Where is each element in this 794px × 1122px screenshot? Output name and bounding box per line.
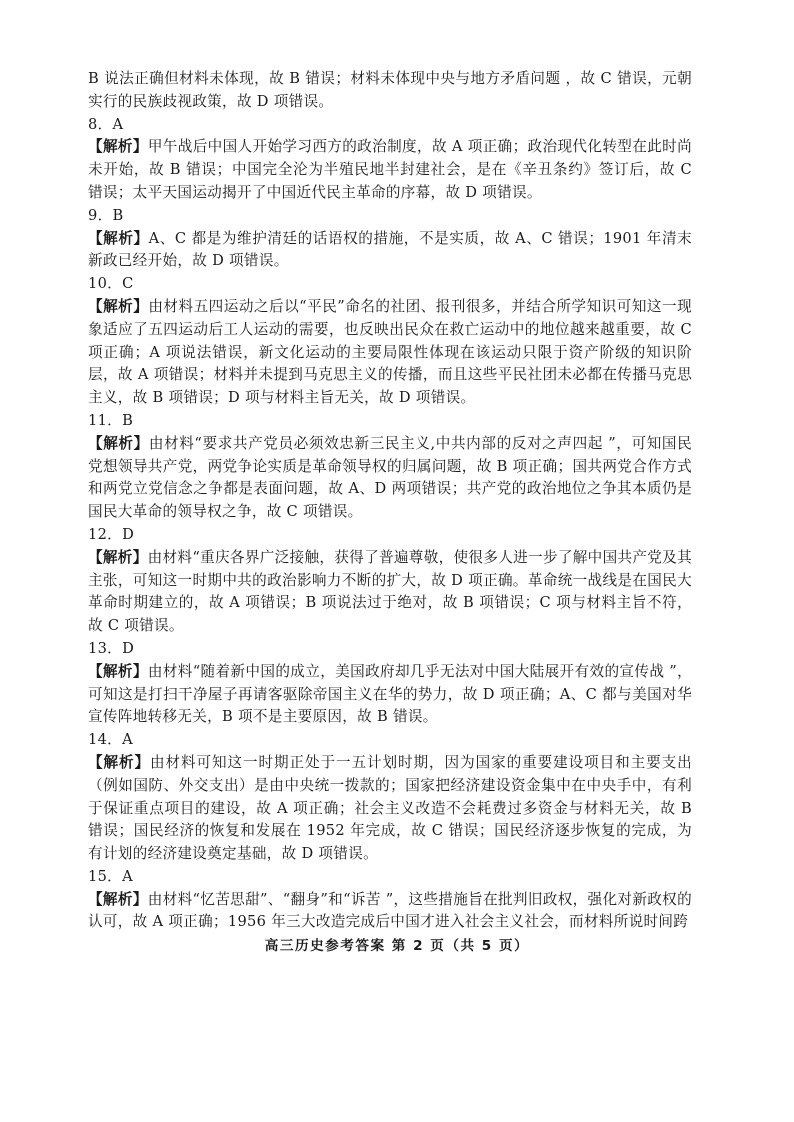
explanation-text: 由材料可知这一时期正处于一五计划时期，因为国家的重要建设项目和主要支出（例如国防、外交支出）是由中央统一拨款的；国家把经济建设资金集中在中央手中，有利于保证重点项目的建设，故 A 项正确；社会主义改造不会耗费过多资金与材料无关，故 B 错误；国民经济的恢复和发展在 1952 年完成，故 C 错误；国民经济逐步恢复的完成，为有计划的经济建设奠定基础，故 D 项错误。 [88, 753, 692, 863]
explanation-paragraph [88, 296, 692, 410]
question-number: 11． [88, 411, 123, 429]
question-number: 12． [88, 525, 123, 543]
question-number: 13． [88, 639, 123, 657]
answer-item-8 [88, 114, 692, 205]
answer-item-10 [88, 273, 692, 410]
analysis-tag: 【解析】 [88, 138, 148, 156]
answer-content [88, 68, 692, 934]
answer-item-9 [88, 205, 692, 273]
analysis-tag: 【解析】 [88, 662, 148, 680]
page-footer: 高三历史参考答案 第 2 页（共 5 页） [264, 938, 530, 954]
analysis-tag: 【解析】 [88, 548, 148, 566]
answer-letter: D [122, 525, 135, 543]
explanation-paragraph [88, 752, 692, 866]
explanation-text: 甲午战后中国人开始学习西方的政治制度，故 A 项正确；政治现代化转型在此时尚未开始，故 B 错误；中国完全沦为半殖民地半封建社会，是在《辛丑条约》签订后，故 C 错误；太平天国运动揭开了中国近代民主革命的序幕，故 D 项错误。 [88, 138, 692, 201]
answer-letter: C [122, 275, 134, 293]
question-number-line [88, 524, 692, 547]
answer-letter: B [112, 206, 124, 224]
question-number: 10． [88, 275, 123, 293]
explanation-paragraph [88, 136, 692, 204]
question-number-line [88, 273, 692, 296]
answer-item-14 [88, 729, 692, 866]
answer-letter: A [112, 115, 124, 133]
question-number-line [88, 866, 692, 889]
explanation-text: 由材料“忆苦思甜”、“翻身”和“诉苦 ”，这些措施旨在批判旧政权，强化对新政权的认可，故 A 项正确；1956 年三大改造完成后中国才进入社会主义社会，而材料所说时间跨 [88, 890, 693, 931]
question-number: 9． [88, 206, 113, 224]
answer-letter: A [122, 731, 133, 749]
answer-letter: B [122, 411, 134, 429]
analysis-tag: 【解析】 [88, 297, 149, 315]
analysis-tag: 【解析】 [88, 890, 148, 908]
question-number-line [88, 638, 692, 661]
answer-letter: D [122, 639, 135, 657]
explanation-text: A、C 都是为维护清廷的话语权的措施，不是实质，故 A、C 错误；1901 年清末新政已经开始，故 D 项错误。 [88, 229, 692, 270]
answer-item-12 [88, 524, 692, 638]
explanation-paragraph [88, 228, 692, 274]
question-number: 15． [88, 867, 123, 885]
analysis-tag: 【解析】 [88, 434, 149, 452]
question-number-line [88, 114, 692, 137]
explanation-text: 由材料“随着新中国的成立，美国政府却几乎无法对中国大陆展开有效的宣传战 ”，可知这是打扫干净屋子再请客驱除帝国主义在华的势力，故 D 项正确；A、C 都与美国对华宣传阵地转移无关，B 项不是主要原因，故 B 错误。 [88, 662, 692, 726]
answer-item-15 [88, 866, 692, 934]
answer-item-11 [88, 410, 692, 524]
question-number-line [88, 205, 692, 228]
explanation-paragraph [88, 889, 692, 935]
question-number-line [88, 729, 692, 752]
explanation-text: 由材料五四运动之后以“平民”命名的社团、报刊很多，并结合所学知识可知这一现象适应了五四运动后工人运动的需要，也反映出民众在救亡运动中的地位越来越重要，故 C 项正确；A 项说法错误，新文化运动的主要局限性体现在该运动只限于资产阶级的知识阶层，故 A 项错误；材料并未提到马克思主义的传播，而且这些平民社团未必都在传播马克思主义，故 B 项错误；D 项与材料主旨无关，故 D 项错误。 [88, 297, 692, 407]
answer-letter: A [122, 867, 133, 885]
explanation-paragraph [88, 661, 692, 729]
analysis-tag: 【解析】 [88, 753, 151, 771]
question-number: 8． [88, 115, 113, 133]
intro-paragraph: B 说法正确但材料未体现，故 B 错误；材料未体现中央与地方矛盾问题 ，故 C 错误，元朝实行的民族歧视政策，故 D 项错误。 [88, 70, 692, 110]
explanation-paragraph [88, 547, 692, 638]
question-number-line [88, 410, 692, 433]
explanation-paragraph [88, 433, 692, 524]
analysis-tag: 【解析】 [88, 229, 149, 247]
question-number: 14． [88, 731, 123, 749]
explanation-text: 由材料“要求共产党员必须效忠新三民主义,中共内部的反对之声四起 ”，可知国民党想领导共产党，两党争论实质是革命领导权的归属问题，故 B 项正确；国共两党合作方式和两党立党信念之争都是表面问题，故 A、D 两项错误；共产党的政治地位之争其本质仍是国民大革命的领导权之争，故 C 项错误。 [88, 434, 692, 521]
explanation-text: 由材料“重庆各界广泛接触，获得了普遍尊敬，使很多人进一步了解中国共产党及其主张，可知这一时期中共的政治影响力不断的扩大，故 D 项正确。革命统一战线是在国民大革命时期建立的，故 A 项错误；B 项说法过于绝对，故 B 项错误；C 项与材料主旨不符，故 C 项错误。 [88, 548, 692, 635]
answer-item-13 [88, 638, 692, 729]
